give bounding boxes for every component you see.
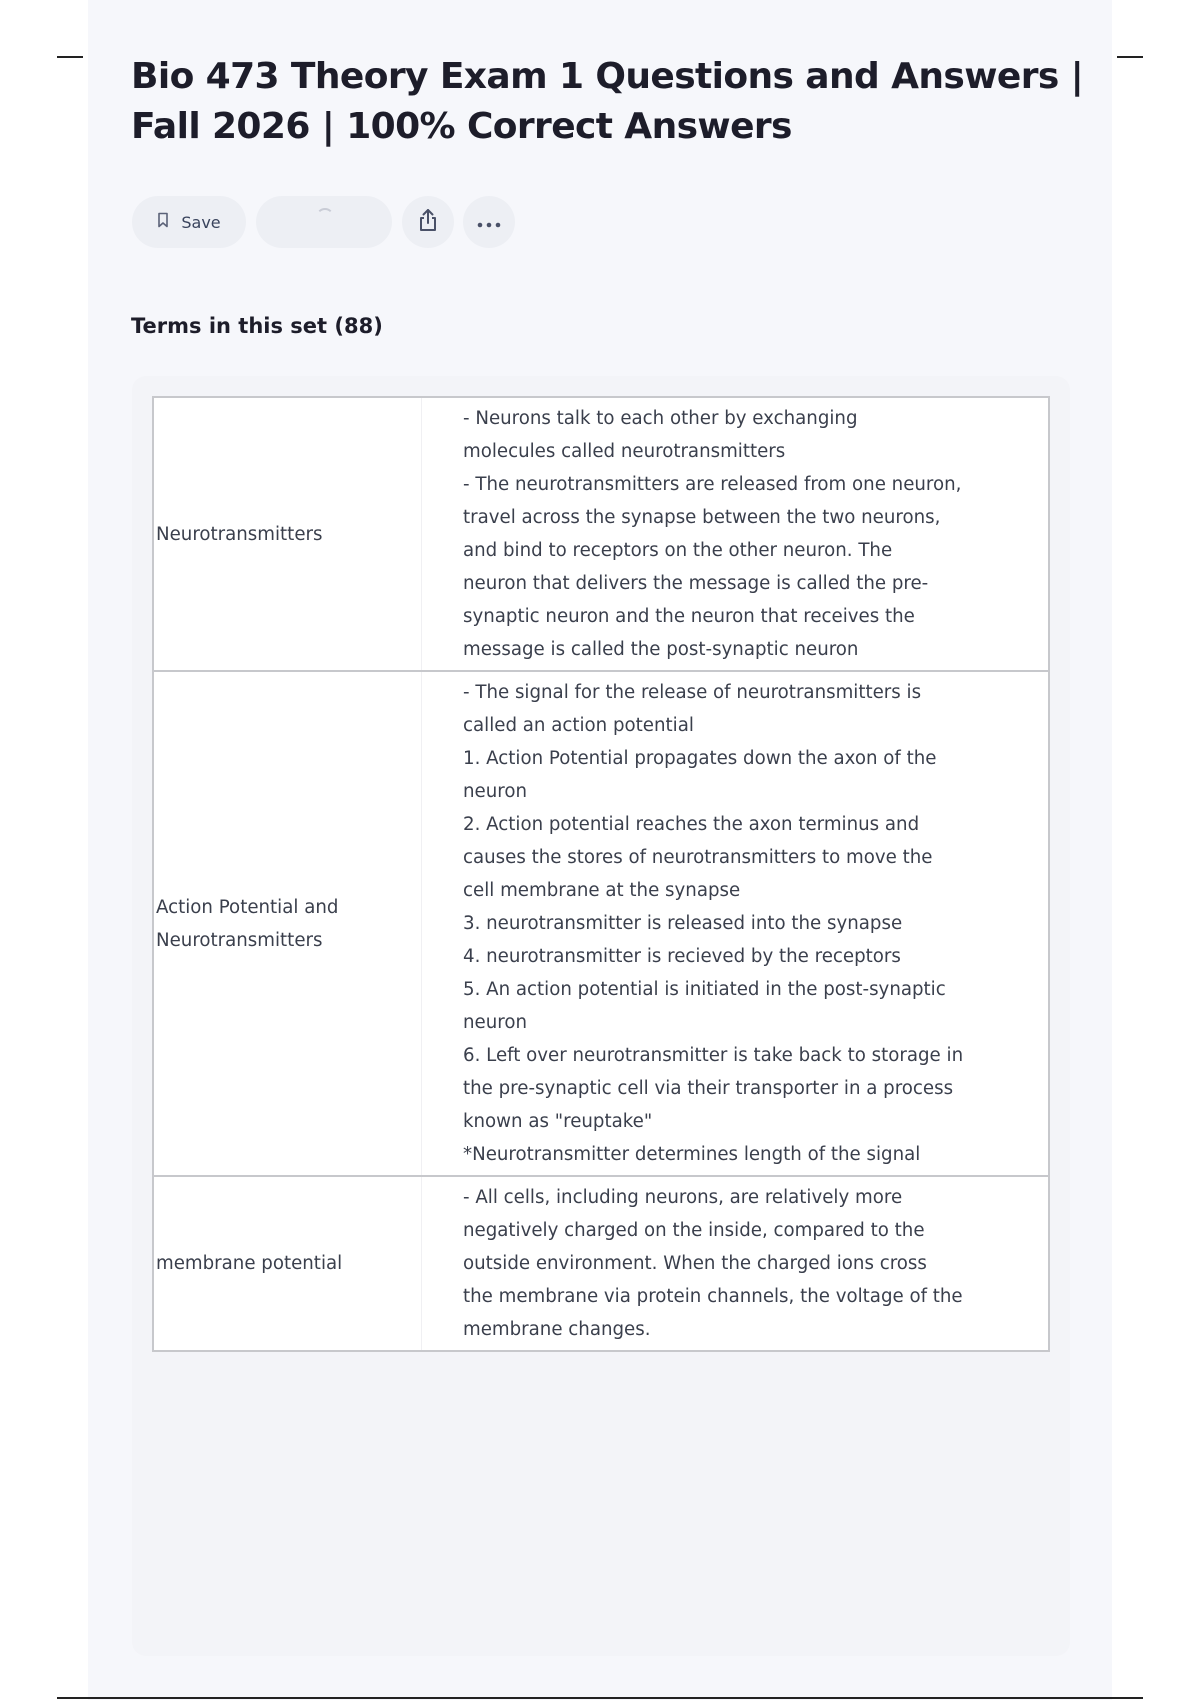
definition-line: and bind to receptors on the other neuron. The — [463, 540, 893, 561]
definition-line: cell membrane at the synapse — [463, 880, 741, 901]
share-button[interactable] — [402, 196, 454, 248]
term-text-line: Neurotransmitters — [156, 929, 323, 951]
term-row — [154, 670, 1048, 1175]
more-options-button[interactable] — [463, 196, 515, 248]
definition-line: message is called the post-synaptic neuron — [463, 639, 859, 660]
term-text-line: Action Potential and — [156, 896, 339, 918]
term-cell — [154, 672, 422, 1175]
term-cell — [154, 398, 422, 670]
save-label: Save — [181, 212, 221, 232]
terms-table — [152, 396, 1050, 1352]
definition-line: negatively charged on the inside, compared to the — [463, 1220, 925, 1241]
page-title-line-2: Fall 2026 | 100% Correct Answers — [131, 106, 792, 147]
definition-cell — [422, 1177, 1048, 1350]
definition-line: 6. Left over neurotransmitter is take back to storage in — [463, 1045, 964, 1066]
definition-line: the membrane via protein channels, the voltage of the — [463, 1286, 963, 1307]
page-corner-mark-left — [57, 56, 83, 58]
definition-line: causes the stores of neurotransmitters to move the — [463, 847, 933, 868]
definition-line: synaptic neuron and the neuron that receives the — [463, 606, 915, 627]
definition-line: outside environment. When the charged ions cross — [463, 1253, 927, 1274]
definition-line: known as "reuptake" — [463, 1111, 653, 1132]
spinner-icon — [316, 208, 334, 226]
page-bottom-rule — [57, 1697, 1143, 1699]
term-text — [156, 891, 338, 957]
term-row — [154, 398, 1048, 670]
term-row — [154, 1175, 1048, 1350]
terms-section-heading: Terms in this set (88) — [131, 314, 383, 338]
definition-line: neuron — [463, 781, 527, 802]
share-icon — [417, 208, 439, 236]
definition-line: 5. An action potential is initiated in the post-synaptic — [463, 979, 946, 1000]
definition-line: membrane changes. — [463, 1319, 651, 1340]
action-toolbar — [132, 196, 524, 248]
definition-line: *Neurotransmitter determines length of the signal — [463, 1144, 921, 1165]
definition-cell — [422, 672, 1048, 1175]
term-text — [156, 518, 322, 551]
term-text-line: membrane potential — [156, 1253, 343, 1274]
definition-line: 3. neurotransmitter is released into the synapse — [463, 913, 903, 934]
definition-line: 1. Action Potential propagates down the axon of the — [463, 748, 937, 769]
save-button[interactable] — [132, 196, 246, 248]
definition-line: - All cells, including neurons, are relatively more — [463, 1187, 903, 1208]
definition-line: 4. neurotransmitter is recieved by the receptors — [463, 946, 901, 967]
definition-cell — [422, 398, 1048, 670]
definition-line: - Neurons talk to each other by exchanging — [463, 408, 858, 429]
loading-button[interactable] — [256, 196, 392, 248]
definition-line: - The signal for the release of neurotransmitters is — [463, 682, 922, 703]
term-text-line: Neurotransmitters — [156, 523, 323, 545]
definition-line: neuron — [463, 1012, 527, 1033]
definition-line: molecules called neurotransmitters — [463, 441, 786, 462]
definition-line: - The neurotransmitters are released from one neuron, — [463, 474, 962, 495]
term-cell — [154, 1177, 422, 1350]
bookmark-icon — [157, 212, 169, 232]
page-corner-mark-right — [1117, 56, 1143, 58]
page-title-line-1: Bio 473 Theory Exam 1 Questions and Answers | — [131, 56, 1084, 97]
term-text — [156, 1247, 342, 1280]
more-icon — [477, 213, 501, 232]
definition-line: neuron that delivers the message is called the pre- — [463, 573, 929, 594]
page-title — [131, 52, 1091, 152]
definition-line: called an action potential — [463, 715, 694, 736]
definition-line: travel across the synapse between the two neurons, — [463, 507, 941, 528]
definition-line: 2. Action potential reaches the axon terminus and — [463, 814, 920, 835]
definition-line: the pre-synaptic cell via their transporter in a process — [463, 1078, 954, 1099]
